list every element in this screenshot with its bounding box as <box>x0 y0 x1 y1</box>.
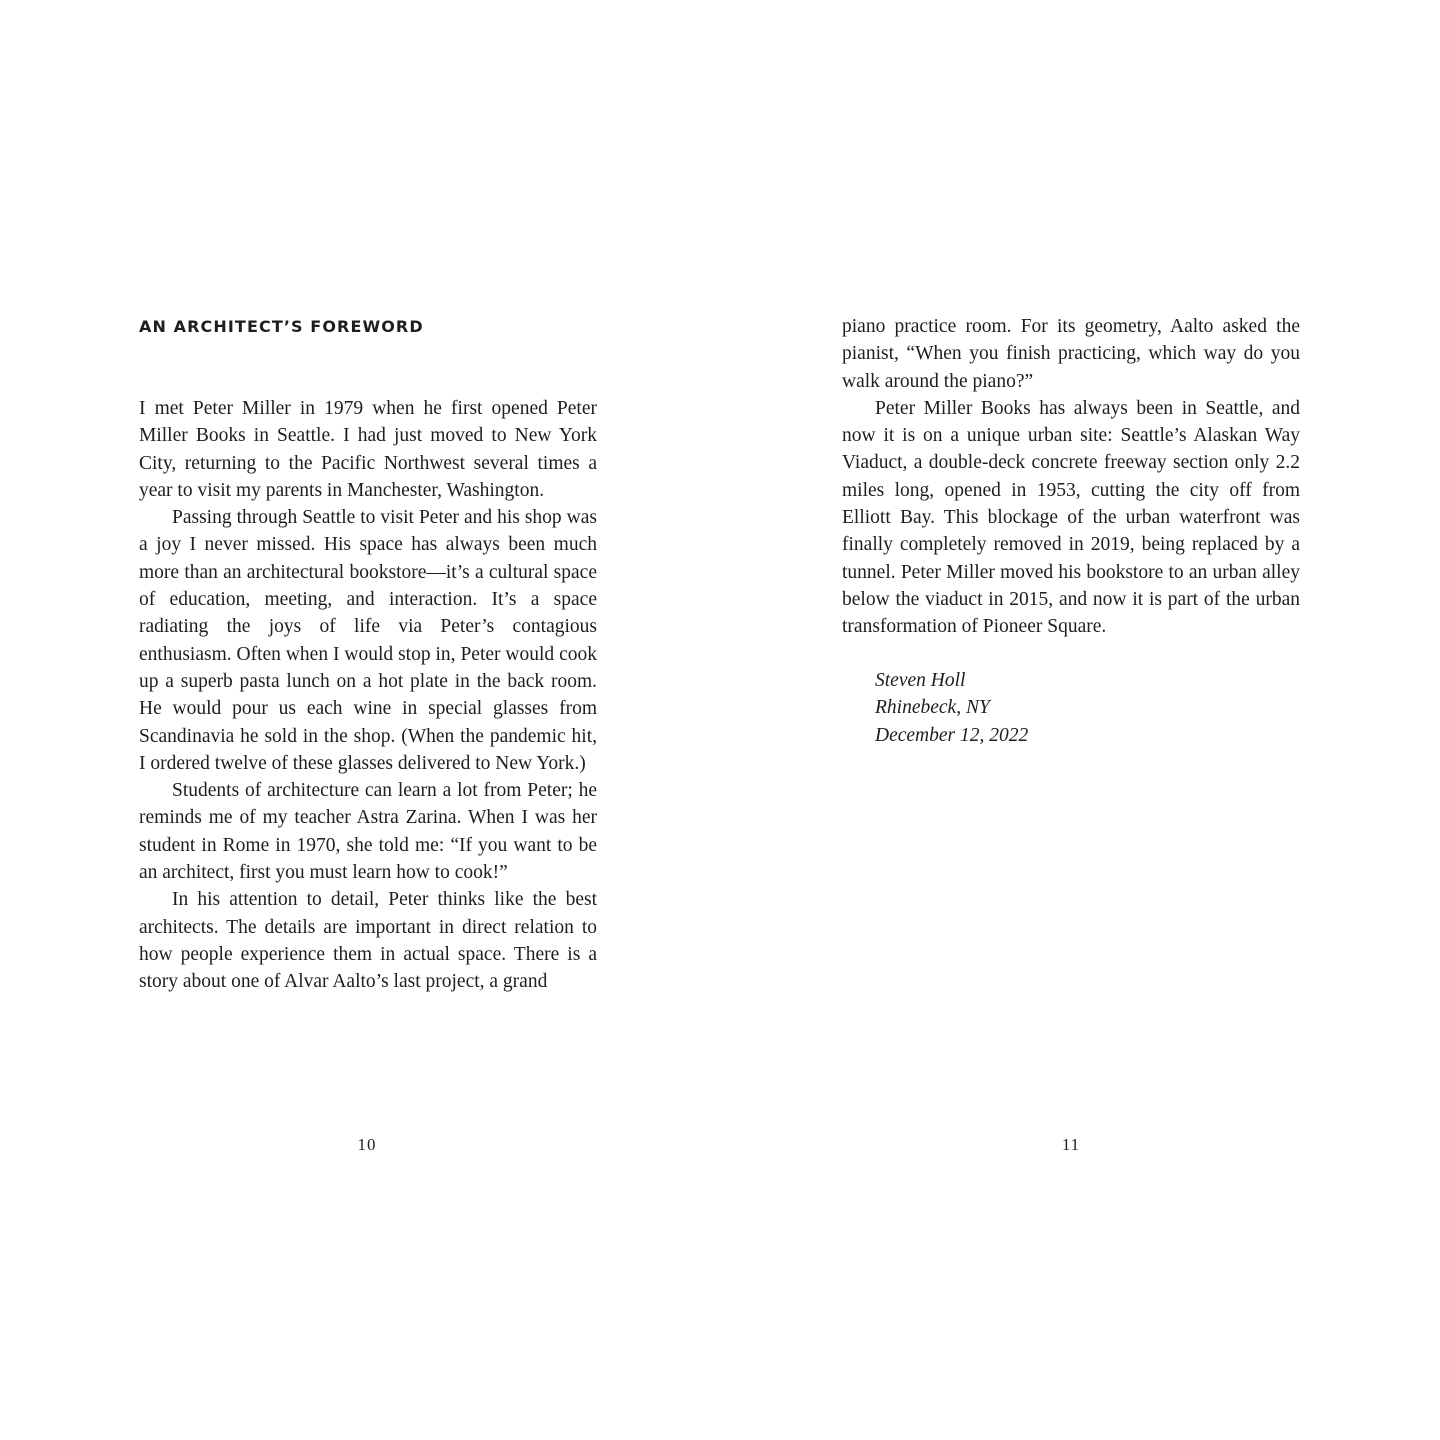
paragraph: Students of architecture can learn a lot from Peter; he reminds me of my teacher Astra Zarina. When I was her student in Rome in 1970, she told me: “If you want to be an architect, first you must learn how to cook!” <box>139 780 597 884</box>
paragraph: piano practice room. For its geometry, Aalto asked the pianist, “When you finish practicing, which way do you walk around the piano?” <box>842 316 1300 392</box>
chapter-heading: AN ARCHITECT’S FOREWORD <box>139 317 424 336</box>
author-location: Rhinebeck, NY <box>875 697 990 719</box>
signature-date: December 12, 2022 <box>875 724 1029 746</box>
paragraph: I met Peter Miller in 1979 when he first opened Peter Miller Books in Seattle. I had just moved to New York City, returning to the Pacific Northwest several times a year to visit my parents in Manchester, Washington. <box>139 398 597 501</box>
author-name: Steven Holl <box>875 670 966 691</box>
paragraph: Peter Miller Books has always been in Seattle, and now it is on a unique urban site: Seattle’s Alaskan Way Viaduct, a double-deck concrete freeway section only 2.2 miles long, opened in 1953, cutting the city off from Elliott Bay. This blockage of the urban waterfront was finally completely removed in 2019, being replaced by a tunnel. Peter Miller moved his bookstore to an urban alley below the viaduct in 2015, and now it is part of the urban transformation of Pioneer Square. <box>842 397 1300 638</box>
signature-block <box>875 667 1028 749</box>
page-number: 11 <box>1061 1135 1081 1154</box>
right-body-text <box>842 313 1300 641</box>
page-number: 10 <box>357 1135 377 1154</box>
paragraph: Passing through Seattle to visit Peter and his shop was a joy I never missed. His space has always been much more than an architectural bookstore—it’s a cultural space of education, meeting, and interaction. It’s a space radiating the joys of life via Peter’s contagious enthusiasm. Often when I would stop in, Peter would cook up a superb pasta lunch on a hot plate in the back room. He would pour us each wine in special glasses from Scandinavia he sold in the shop. (When the pandemic hit, I ordered twelve of these glasses delivered to New York.) <box>139 507 597 774</box>
paragraph: In his attention to detail, Peter thinks like the best architects. The details are important in direct relation to how people experience them in actual space. There is a story about one of Alvar Aalto’s last project, a grand <box>139 889 597 993</box>
left-body-text <box>139 395 597 996</box>
right-page <box>720 0 1440 1440</box>
